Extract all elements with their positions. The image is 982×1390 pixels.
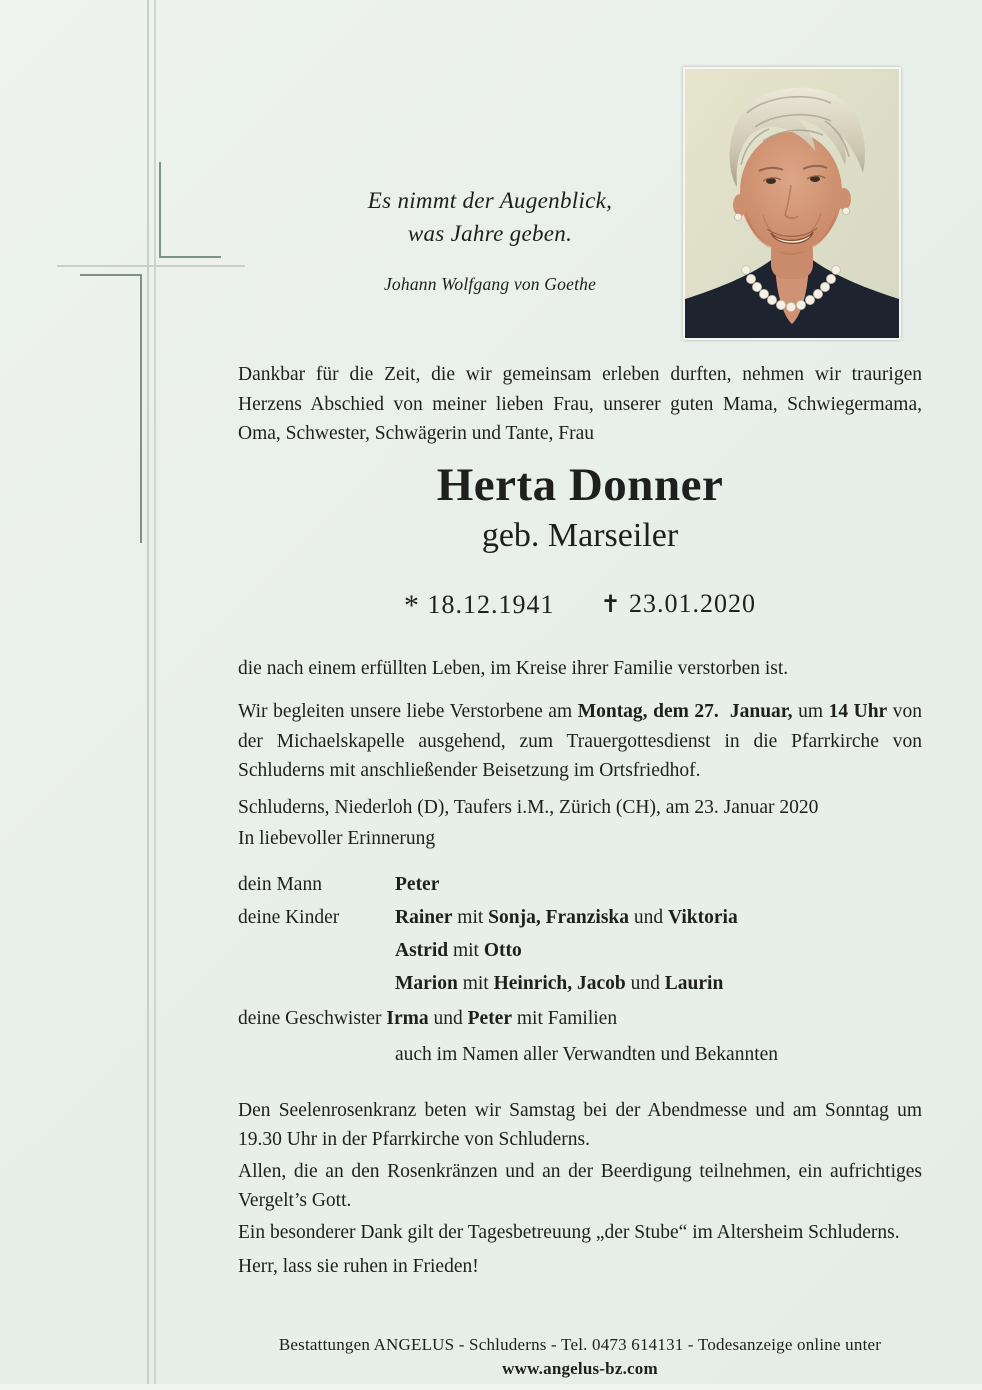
quote-author: Johann Wolfgang von Goethe xyxy=(383,274,597,294)
family-row-husband xyxy=(238,868,922,901)
family-names: Marion mit Heinrich, Jacob und Laurin xyxy=(395,972,724,994)
page-bottom-edge xyxy=(0,1384,982,1390)
cross-horizontal-line-icon xyxy=(57,265,245,267)
also-in-name-line: auch im Namen aller Verwandten und Bekannten xyxy=(395,1043,779,1065)
death-statement: die nach einem erfüllten Leben, im Kreise ihrer Familie verstorben ist. xyxy=(238,657,789,679)
special-thanks-notice: Ein besonderer Dank gilt der Tagesbetreuung „der Stube“ im Altersheim Schluderns. xyxy=(238,1221,900,1243)
rosary-notice: Den Seelenrosenkranz beten wir Samstag bei der Abendmesse und am Sonntag um 19.30 Uhr in der Pfarrkirche von Schluderns. xyxy=(238,1099,922,1150)
death-date: 23.01.2020 xyxy=(628,588,756,618)
family-row-children xyxy=(238,934,922,967)
family-label: dein Mann xyxy=(238,873,322,895)
death-cross-icon: ✝ xyxy=(600,589,622,618)
intro-paragraph: Dankbar für die Zeit, die wir gemeinsam erleben durften, nehmen wir traurigen Herzens Abschied von meiner lieben Frau, unserer guten Mama, Schwiegermama, Oma, Schwester, Schwägerin und Tante, Frau xyxy=(238,364,922,444)
quote-line-2: was Jahre geben. xyxy=(407,221,573,246)
birth-star-icon: * xyxy=(404,588,420,622)
life-dates xyxy=(238,585,922,624)
cross-vertical-line-icon xyxy=(154,0,156,1390)
main-text-column xyxy=(238,360,922,1282)
cross-accent-line-icon xyxy=(159,162,161,258)
family-names: Rainer mit Sonja, Franziska und Viktoria xyxy=(395,906,738,928)
family-list xyxy=(238,868,922,1000)
portrait-photo xyxy=(683,67,901,340)
deceased-name: Herta Donner xyxy=(436,458,724,511)
family-label xyxy=(238,934,395,967)
family-names: Peter xyxy=(395,873,440,895)
death-date-group xyxy=(600,585,756,624)
cross-accent-line-icon xyxy=(140,274,142,543)
funeral-home-footer: Bestattungen ANGELUS - Schluderns - Tel. 0473 614131 - Todesanzeige online unter www.angelus-bz.com xyxy=(278,1335,882,1378)
maiden-name: geb. Marseiler xyxy=(481,516,679,554)
cross-accent-line-icon xyxy=(159,256,221,258)
family-names: Astrid mit Otto xyxy=(395,939,522,961)
birth-date-group xyxy=(404,585,554,624)
family-label xyxy=(238,967,395,1000)
family-row-siblings: deine Geschwister Irma und Peter mit Familien xyxy=(238,1007,618,1029)
place-date-line: Schluderns, Niederloh (D), Taufers i.M., Zürich (CH), am 23. Januar 2020 xyxy=(238,796,819,818)
family-row-children xyxy=(238,967,922,1000)
portrait-illustration xyxy=(685,69,899,338)
closing-prayer-line: Herr, lass sie ruhen in Frieden! xyxy=(238,1256,479,1277)
remembrance-line: In liebevoller Erinnerung xyxy=(238,828,436,849)
family-label: deine Kinder xyxy=(238,906,340,928)
cross-accent-line-icon xyxy=(80,274,141,276)
quote-line-1: Es nimmt der Augenblick, xyxy=(367,188,613,213)
cross-vertical-line-icon xyxy=(147,0,149,1390)
memorial-quote xyxy=(270,184,710,295)
thanks-notice: Allen, die an den Rosenkränzen und an der Beerdigung teilnehmen, ein aufrichtiges Vergelt’s Gott. xyxy=(238,1160,922,1211)
family-row-children xyxy=(238,901,922,934)
funeral-announcement: Wir begleiten unsere liebe Verstorbene am Montag, dem 27. Januar, um 14 Uhr von der Michaelskapelle ausgehend, zum Trauergottesdienst in die Pfarrkirche von Schluderns mit anschließender Beisetzung im Ortsfriedhof. xyxy=(238,701,922,781)
birth-date: 18.12.1941 xyxy=(427,589,555,619)
